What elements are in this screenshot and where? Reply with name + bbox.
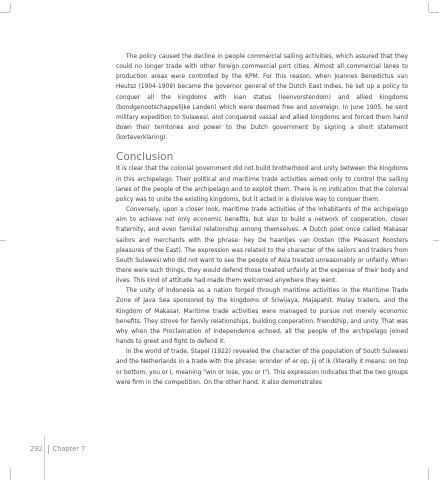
crop-mark xyxy=(10,3,11,12)
body-text xyxy=(116,52,408,388)
crop-mark xyxy=(10,468,11,480)
crop-mark xyxy=(428,3,429,12)
chapter-label: Chapter 7 xyxy=(52,445,86,453)
paragraph-3: Conversely, upon a closer look, maritime trade activities of the inhabitants of the archipelago aim to achieve not only economic benefits, but also to build a network of cooperation, closer fraternity, and even familial relationship among themselves. A Dutch poet once called Makasar sailors and merchants with the phrase: hey De haantjes van Oosten (the Pleasant Roosters pleasures of the East). The expression was related to the character of the sailors and traders from South Sulawesi who did not want to see the people of Asia treated unreasonably or unfairly. When there were such things, they would defend those treated unfairly at the expense of their body and lives. This kind of attitude had made them welcomed anywhere they went. xyxy=(116,207,408,285)
paragraph-1: The policy caused the decline in people commercial sailing activities, which assured that they could no longer trade with other foreign commercial port cities. Almost all commercial lanes to production areas were controlled by the KPM. For this reason, when Joannes Benedictus van Heutsz (1904-1909) became the governor general of the Dutch East Indies, he set up a policy to conquer all the kingdoms with loan status (leenvorstendom) and allied kingdoms (bondgenootschappelijke Landen) which were deemed free and sovereign. In June 1905, he sent military expedition to Sulawesi, and conquered vassal and allied kingdoms and forced them hand down their territories and power to the Dutch government by signing a short statement (korteverklaring). xyxy=(116,54,408,142)
footer-divider xyxy=(44,436,45,480)
paragraph-2: It is clear that the colonial government did not build brotherhood and unity between the kingdoms in this archipelago. Their political and maritime trade activities aimed only to control the sailing lanes of the people of the archipelago and to exploit them. There is no indication that the colonial policy was to unite the existing kingdoms, but it acted in a divisive way to conquer them. xyxy=(116,166,408,203)
crop-mark xyxy=(0,12,10,13)
page-number: 292 xyxy=(30,445,43,453)
paragraph-5: In the world of trade, Stapel (1922) revealed the character of the population of South Sulawesi and the Netherlands in a trade with the phrase: eronder of er op, jij of ik (literally it means: on top or bottom, you or I, meaning "win or lose, you or I"). This expression indicates that the two groups were firm in the competition. On the other hand, it also demonstrates xyxy=(116,349,408,386)
page-footer xyxy=(30,444,85,454)
crop-mark xyxy=(433,240,439,241)
crop-mark xyxy=(0,240,6,241)
footer-separator xyxy=(48,445,49,454)
crop-mark xyxy=(428,468,429,480)
crop-mark xyxy=(429,12,439,13)
section-heading: Conclusion xyxy=(116,151,174,164)
paragraph-4: The unity of Indonesia as a nation forged through maritime activities in the Maritime Trade Zone of Java Sea sponsored by the kingdoms of Sriwijaya, Majapahit, Malay traders, and the Kingdom of Makasar. Maritime trade activities were managed to pursue not merely economic benefits. They strove for family relationships, building cooperation, friendship, and unity. That was why when the Proclamation of independence echoed, all the people of the archipelago joined hands to greet and fight to defend it. xyxy=(116,288,408,346)
